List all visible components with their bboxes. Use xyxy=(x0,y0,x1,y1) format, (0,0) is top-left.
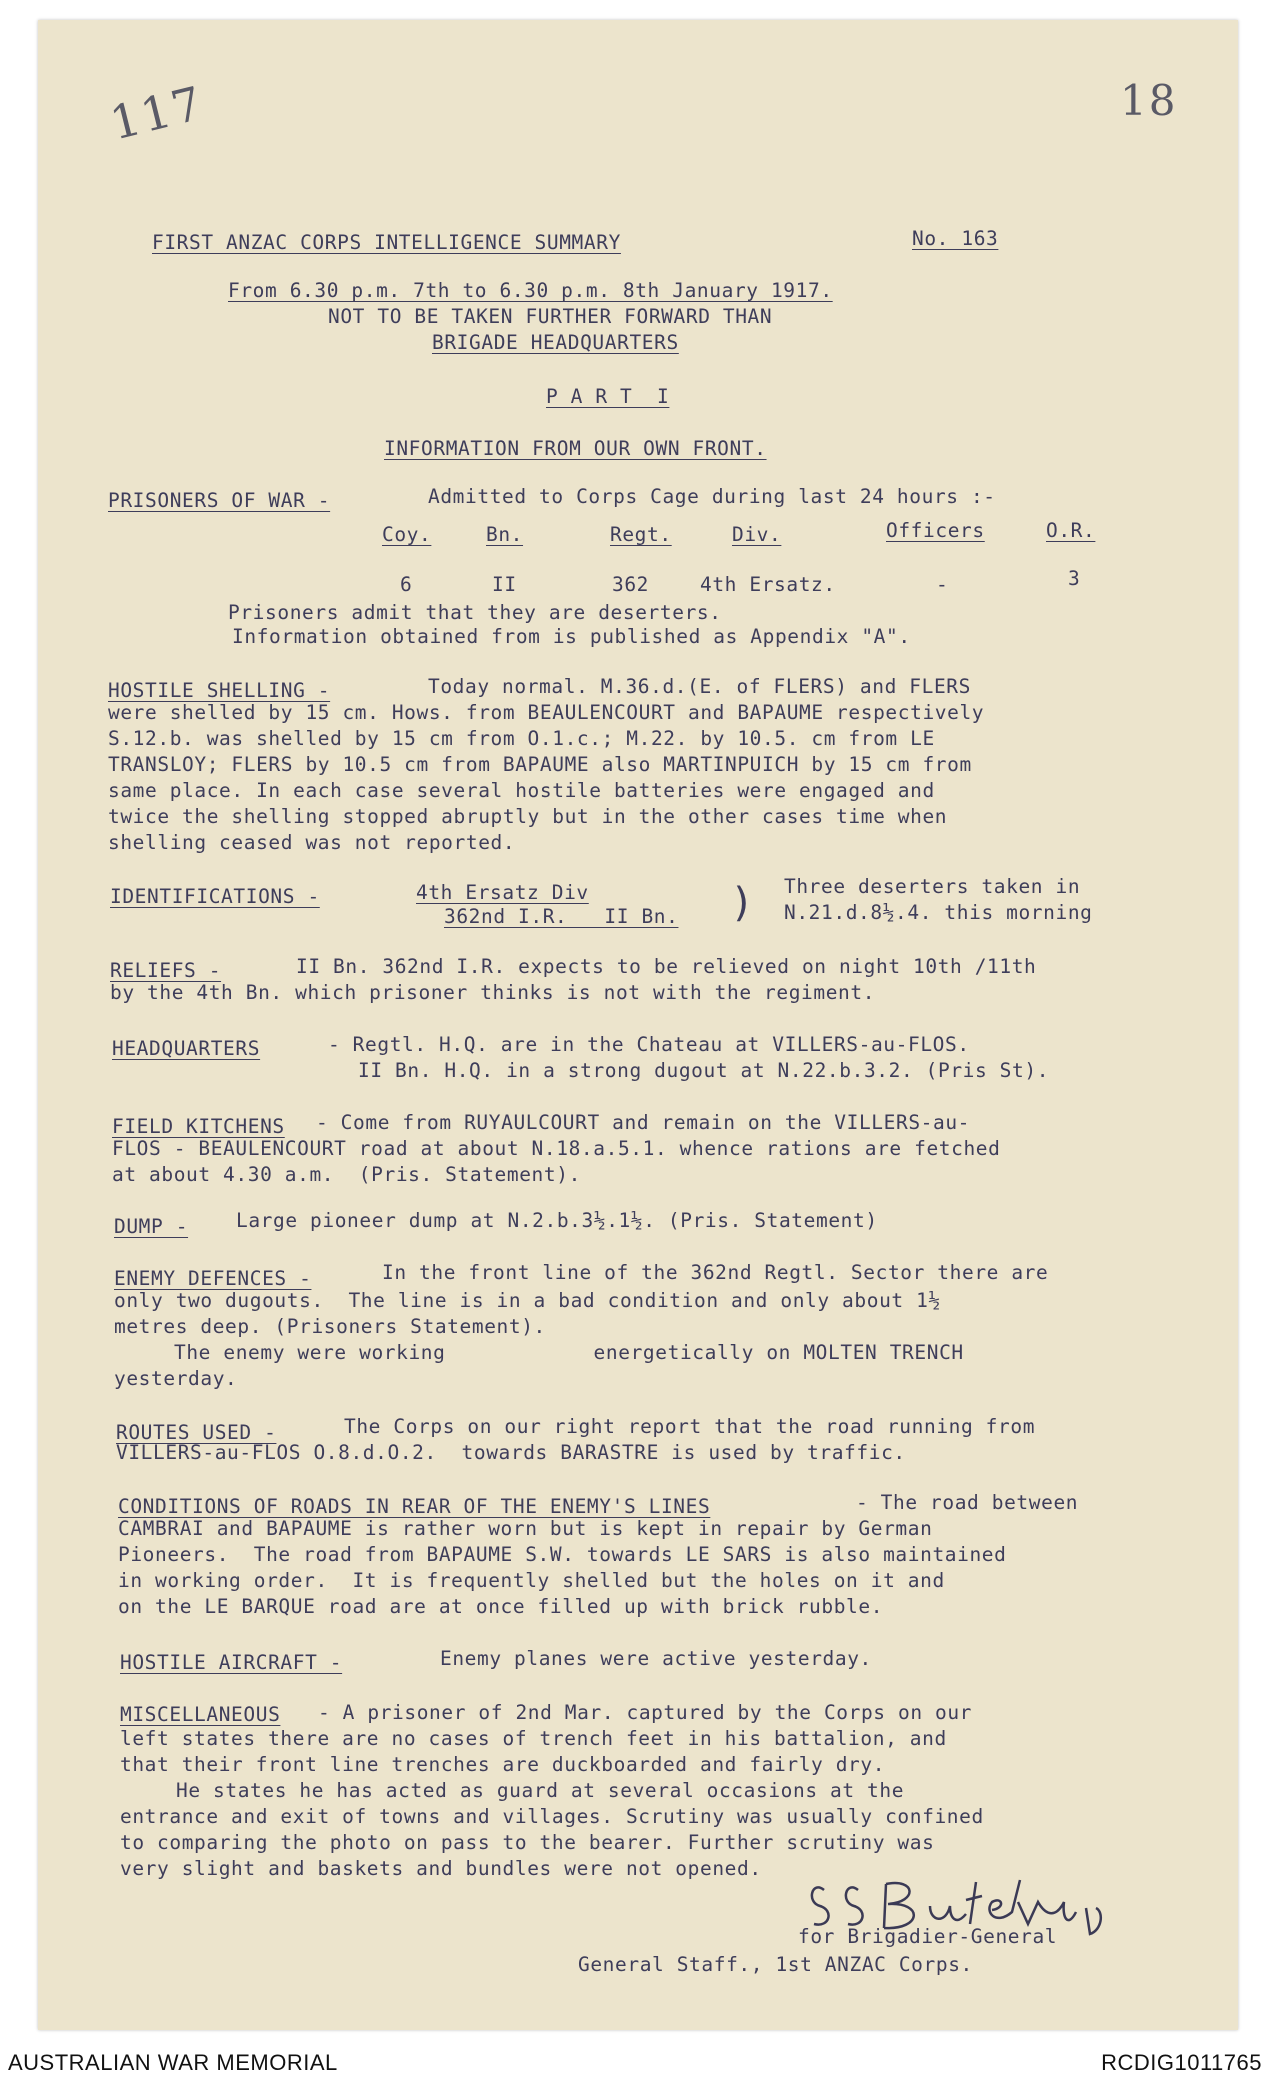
field-kitchens-line: FLOS - BEAULENCOURT road at about N.18.a.5.1. whence rations are fetched xyxy=(112,1137,1001,1160)
footer-archive-name: AUSTRALIAN WAR MEMORIAL xyxy=(8,2050,338,2075)
misc-line: to comparing the photo on pass to the bearer. Further scrutiny was xyxy=(120,1831,935,1854)
restriction-line-1: NOT TO BE TAKEN FURTHER FORWARD THAN xyxy=(328,305,773,328)
routes-heading: ROUTES USED - xyxy=(116,1421,277,1444)
defences-line: In the front line of the 362nd Regtl. Sector there are xyxy=(382,1261,1049,1284)
roads-line: Pioneers. The road from BAPAUME S.W. towards LE SARS is also maintained xyxy=(118,1543,1007,1566)
shelling-line: S.12.b. was shelled by 15 cm from O.1.c.; M.22. by 10.5. cm from LE xyxy=(108,727,935,750)
footer-record-id: RCDIG1011765 xyxy=(1101,2050,1262,2075)
aircraft-heading: HOSTILE AIRCRAFT - xyxy=(120,1651,343,1674)
prisoners-note-1: Prisoners admit that they are deserters. xyxy=(228,601,722,624)
table-cell-regt: 362 xyxy=(612,573,650,596)
headquarters-heading: HEADQUARTERS xyxy=(112,1037,261,1060)
prisoners-note-2: Information obtained from is published as Appendix "A". xyxy=(232,625,911,648)
defences-line: metres deep. (Prisoners Statement). xyxy=(114,1315,546,1338)
misc-line: He states he has acted as guard at several occasions at the xyxy=(176,1779,905,1802)
table-cell-coy: 6 xyxy=(400,573,413,596)
misc-heading: MISCELLANEOUS xyxy=(120,1703,281,1726)
restriction-line-2: BRIGADE HEADQUARTERS xyxy=(432,331,679,354)
identification-note-1: Three deserters taken in xyxy=(784,875,1081,898)
table-cell-officers: - xyxy=(936,573,949,596)
prisoners-heading: PRISONERS OF WAR - xyxy=(108,489,331,512)
identification-bracket: ) xyxy=(730,880,755,926)
reliefs-line: by the 4th Bn. which prisoner thinks is not with the regiment. xyxy=(110,981,876,1004)
table-header-officers: Officers xyxy=(886,519,985,542)
shelling-line: TRANSLOY; FLERS by 10.5 cm from BAPAUME also MARTINPUICH by 15 cm from xyxy=(108,753,972,776)
headquarters-line: - Regtl. H.Q. are in the Chateau at VILLERS-au-FLOS. xyxy=(328,1033,970,1056)
shelling-line: were shelled by 15 cm. Hows. from BEAULENCOURT and BAPAUME respectively xyxy=(108,701,985,724)
identification-note-2: N.21.d.8½.4. this morning xyxy=(784,901,1093,924)
signature-rank: for Brigadier-General xyxy=(798,1925,1058,1948)
aircraft-line: Enemy planes were active yesterday. xyxy=(440,1647,872,1670)
headquarters-line: II Bn. H.Q. in a strong dugout at N.22.b.3.2. (Pris St). xyxy=(358,1059,1050,1082)
defences-heading: ENEMY DEFENCES - xyxy=(114,1267,312,1290)
table-cell-bn: II xyxy=(492,573,517,596)
roads-line: - The road between xyxy=(856,1491,1079,1514)
summary-number: No. 163 xyxy=(912,227,999,250)
shelling-line: shelling ceased was not reported. xyxy=(108,831,516,854)
summary-title: FIRST ANZAC CORPS INTELLIGENCE SUMMARY xyxy=(152,231,621,254)
roads-line: on the LE BARQUE road are at once filled up with brick rubble. xyxy=(118,1595,884,1618)
defences-line: yesterday. xyxy=(114,1367,238,1390)
table-cell-div: 4th Ersatz. xyxy=(700,573,836,596)
summary-period: From 6.30 p.m. 7th to 6.30 p.m. 8th January 1917. xyxy=(228,279,833,302)
routes-line: VILLERS-au-FLOS O.8.d.O.2. towards BARASTRE is used by traffic. xyxy=(116,1441,906,1464)
misc-line: that their front line trenches are duckboarded and fairly dry. xyxy=(120,1753,886,1776)
identifications-heading: IDENTIFICATIONS - xyxy=(110,885,320,908)
routes-line: The Corps on our right report that the road running from xyxy=(344,1415,1036,1438)
table-header-div: Div. xyxy=(732,523,782,546)
part-subtitle: INFORMATION FROM OUR OWN FRONT. xyxy=(384,437,767,460)
field-kitchens-line: at about 4.30 a.m. (Pris. Statement). xyxy=(112,1163,581,1186)
reliefs-heading: RELIEFS - xyxy=(110,959,222,982)
archive-page-mark: 117 xyxy=(104,75,209,151)
field-kitchens-heading: FIELD KITCHENS xyxy=(112,1115,285,1138)
misc-line: left states there are no cases of trench feet in his battalion, and xyxy=(120,1727,947,1750)
shelling-heading: HOSTILE SHELLING - xyxy=(108,679,331,702)
misc-line: entrance and exit of towns and villages. Scrutiny was usually confined xyxy=(120,1805,984,1828)
identification-unit-2: 362nd I.R. II Bn. xyxy=(444,905,679,928)
roads-line: CAMBRAI and BAPAUME is rather worn but is kept in repair by German xyxy=(118,1517,933,1540)
table-header-or: O.R. xyxy=(1046,519,1096,542)
prisoners-intro: Admitted to Corps Cage during last 24 hours :- xyxy=(428,485,996,508)
signature-staff: General Staff., 1st ANZAC Corps. xyxy=(578,1953,973,1976)
reliefs-line: II Bn. 362nd I.R. expects to be relieved on night 10th /11th xyxy=(296,955,1037,978)
misc-line: very slight and baskets and bundles were not opened. xyxy=(120,1857,762,1880)
dump-heading: DUMP - xyxy=(114,1215,189,1238)
shelling-line: twice the shelling stopped abruptly but in the other cases time when xyxy=(108,805,948,828)
dump-line: Large pioneer dump at N.2.b.3½.1½. (Pris. Statement) xyxy=(236,1209,878,1232)
table-cell-or: 3 xyxy=(1068,567,1081,590)
shelling-line: same place. In each case several hostile batteries were engaged and xyxy=(108,779,935,802)
table-header-bn: Bn. xyxy=(486,523,524,546)
defences-line: The enemy were working energetically on MOLTEN TRENCH xyxy=(174,1341,964,1364)
defences-line: only two dugouts. The line is in a bad condition and only about 1½ xyxy=(114,1289,941,1312)
shelling-line: Today normal. M.36.d.(E. of FLERS) and FLERS xyxy=(428,675,971,698)
roads-line: in working order. It is frequently shelled but the holes on it and xyxy=(118,1569,945,1592)
part-heading: P A R T I xyxy=(546,385,670,408)
table-header-coy: Coy. xyxy=(382,523,432,546)
identification-unit-1: 4th Ersatz Div xyxy=(416,881,589,904)
table-header-regt: Regt. xyxy=(610,523,672,546)
misc-line: - A prisoner of 2nd Mar. captured by the Corps on our xyxy=(318,1701,973,1724)
field-kitchens-line: - Come from RUYAULCOURT and remain on the VILLERS-au- xyxy=(316,1111,971,1134)
archive-folio-number: 18 xyxy=(1120,76,1178,125)
roads-heading: CONDITIONS OF ROADS IN REAR OF THE ENEMY'S LINES xyxy=(118,1495,711,1518)
